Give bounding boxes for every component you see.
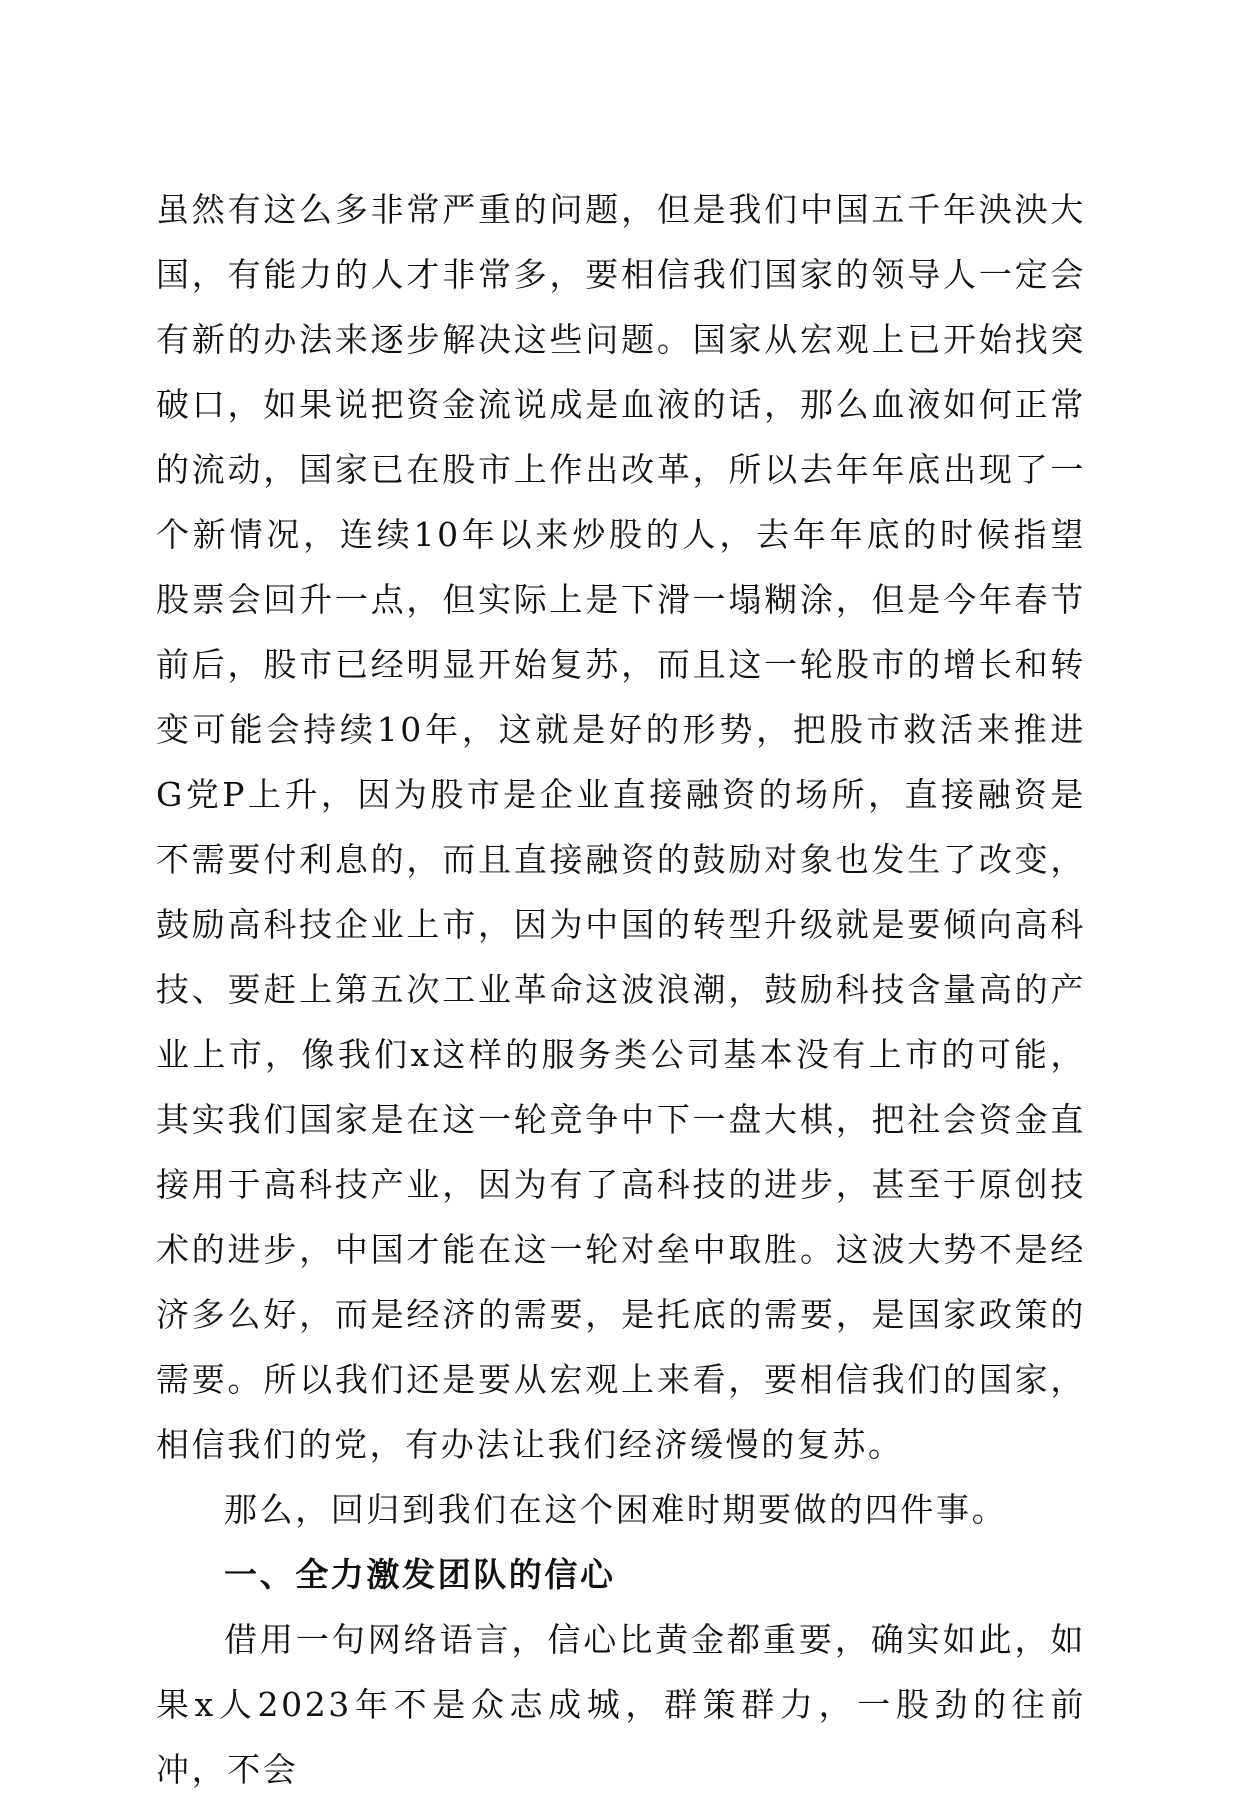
section-heading-1: 一、全力激发团队的信心 — [224, 1555, 616, 1594]
body-paragraph-transition: 那么，回归到我们在这个困难时期要做的四件事。 — [224, 1490, 1008, 1529]
document-body — [156, 177, 1086, 1802]
body-paragraph-section-1: 借用一句网络语言，信心比黄金都重要，确实如此，如果x人2023年不是众志成城，群策群力，一股劲的往前冲，不会 — [156, 1620, 1086, 1789]
body-paragraph-continued: 虽然有这么多非常严重的问题，但是我们中国五千年泱泱大国，有能力的人才非常多，要相信我们国家的领导人一定会有新的办法来逐步解决这些问题。国家从宏观上已开始找突破口，如果说把资金流说成是血液的话，那么血液如何正常的流动，国家已在股市上作出改革，所以去年年底出现了一个新情况，连续10年以来炒股的人，去年年底的时候指望股票会回升一点，但实际上是下滑一塌糊涂，但是今年春节前后，股市已经明显开始复苏，而且这一轮股市的增长和转变可能会持续10年，这就是好的形势，把股市救活来推进G党P上升，因为股市是企业直接融资的场所，直接融资是不需要付利息的，而且直接融资的鼓励对象也发生了改变，鼓励高科技企业上市，因为中国的转型升级就是要倾向高科技、要赶上第五次工业革命这波浪潮，鼓励科技含量高的产业上市，像我们x这样的服务类公司基本没有上市的可能，其实我们国家是在这一轮竞争中下一盘大棋，把社会资金直接用于高科技产业，因为有了高科技的进步，甚至于原创技术的进步，中国才能在这一轮对垒中取胜。这波大势不是经济多么好，而是经济的需要，是托底的需要，是国家政策的需要。所以我们还是要从宏观上来看，要相信我们的国家，相信我们的党，有办法让我们经济缓慢的复苏。 — [156, 190, 1086, 1464]
